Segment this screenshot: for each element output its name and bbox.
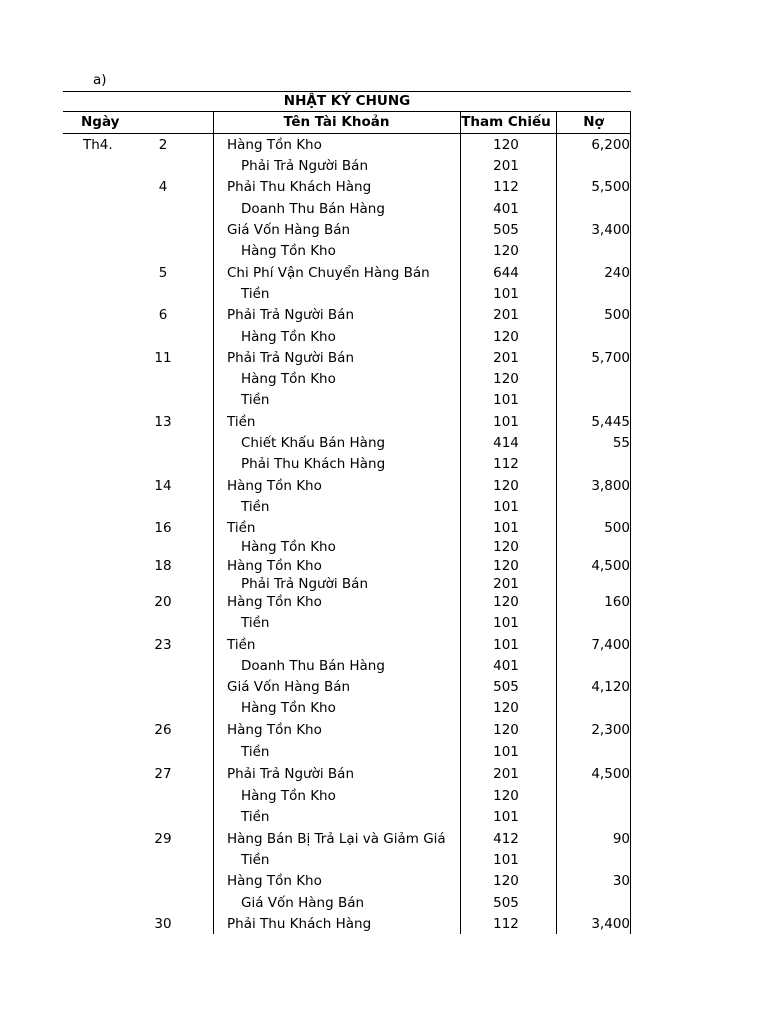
ref-cell: 120 xyxy=(493,722,519,738)
ref-cell: 412 xyxy=(493,831,519,847)
account-cell: Phải Thu Khách Hàng xyxy=(227,916,372,932)
table-row xyxy=(63,538,631,556)
table-row xyxy=(63,721,631,739)
ref-cell: 120 xyxy=(493,329,519,345)
ref-cell: 120 xyxy=(493,558,519,574)
table-row xyxy=(63,787,631,805)
table-row xyxy=(63,328,631,346)
ref-cell: 201 xyxy=(493,158,519,174)
ref-cell: 112 xyxy=(493,456,519,472)
table-row xyxy=(63,872,631,890)
account-cell: Chi Phí Vận Chuyển Hàng Bán xyxy=(227,265,430,281)
account-cell: Hàng Tồn Kho xyxy=(241,243,336,259)
header-ref: Tham Chiếu xyxy=(461,114,551,130)
header-account: Tên Tài Khoản xyxy=(283,114,390,130)
table-row xyxy=(63,519,631,537)
table-row xyxy=(63,370,631,388)
account-cell: Hàng Tồn Kho xyxy=(227,558,322,574)
day-cell: 27 xyxy=(154,766,172,782)
header-bottom-rule xyxy=(63,133,631,134)
title-top-rule xyxy=(63,91,631,92)
journal-title: NHẬT KÝ CHUNG xyxy=(283,93,411,109)
ref-cell: 201 xyxy=(493,576,519,592)
account-cell: Tiền xyxy=(241,615,270,631)
day-cell: 6 xyxy=(158,307,168,323)
ref-cell: 101 xyxy=(493,392,519,408)
account-cell: Hàng Tồn Kho xyxy=(241,788,336,804)
ref-cell: 120 xyxy=(493,478,519,494)
account-cell: Tiền xyxy=(241,286,270,302)
month-label: Th4. xyxy=(83,137,113,153)
account-cell: Giá Vốn Hàng Bán xyxy=(227,679,351,695)
ref-cell: 101 xyxy=(493,499,519,515)
ref-cell: 101 xyxy=(493,852,519,868)
debit-cell: 6,200 xyxy=(591,137,630,153)
table-row xyxy=(63,614,631,632)
account-cell: Tiền xyxy=(227,414,256,430)
account-cell: Chiết Khấu Bán Hàng xyxy=(241,435,386,451)
table-row xyxy=(63,285,631,303)
debit-cell: 5,700 xyxy=(591,350,630,366)
account-cell: Phải Trả Người Bán xyxy=(241,576,369,592)
ref-cell: 120 xyxy=(493,539,519,555)
debit-cell: 2,300 xyxy=(591,722,630,738)
debit-cell: 3,400 xyxy=(591,222,630,238)
day-cell: 2 xyxy=(158,137,168,153)
table-row xyxy=(63,743,631,761)
table-row xyxy=(63,808,631,826)
table-row xyxy=(63,851,631,869)
account-cell: Tiền xyxy=(227,520,256,536)
ref-cell: 101 xyxy=(493,414,519,430)
ref-cell: 201 xyxy=(493,350,519,366)
ref-cell: 120 xyxy=(493,371,519,387)
ref-cell: 120 xyxy=(493,243,519,259)
account-cell: Hàng Tồn Kho xyxy=(241,539,336,555)
account-cell: Doanh Thu Bán Hàng xyxy=(241,658,385,674)
account-cell: Hàng Tồn Kho xyxy=(241,700,336,716)
table-row xyxy=(63,557,631,575)
table-row xyxy=(63,765,631,783)
debit-cell: 30 xyxy=(612,873,630,889)
ref-cell: 112 xyxy=(493,916,519,932)
day-cell: 13 xyxy=(154,414,172,430)
table-row xyxy=(63,657,631,675)
table-row xyxy=(63,678,631,696)
account-cell: Tiền xyxy=(241,392,270,408)
ref-cell: 120 xyxy=(493,700,519,716)
ref-cell: 401 xyxy=(493,658,519,674)
table-row xyxy=(63,477,631,495)
header-date: Ngày xyxy=(81,114,120,130)
ref-cell: 120 xyxy=(493,873,519,889)
ref-cell: 101 xyxy=(493,637,519,653)
header-debit: Nợ xyxy=(583,114,604,130)
table-row xyxy=(63,455,631,473)
account-cell: Hàng Tồn Kho xyxy=(227,594,322,610)
account-cell: Phải Thu Khách Hàng xyxy=(241,456,386,472)
ref-cell: 644 xyxy=(493,265,519,281)
debit-cell: 3,400 xyxy=(591,916,630,932)
account-cell: Phải Trả Người Bán xyxy=(227,350,355,366)
debit-cell: 4,500 xyxy=(591,558,630,574)
ref-cell: 112 xyxy=(493,179,519,195)
debit-cell: 3,800 xyxy=(591,478,630,494)
debit-cell: 4,120 xyxy=(591,679,630,695)
ref-cell: 401 xyxy=(493,201,519,217)
table-row xyxy=(63,264,631,282)
table-row xyxy=(63,391,631,409)
account-cell: Hàng Tồn Kho xyxy=(241,329,336,345)
day-cell: 29 xyxy=(154,831,172,847)
debit-cell: 5,500 xyxy=(591,179,630,195)
account-cell: Hàng Tồn Kho xyxy=(227,137,322,153)
debit-cell: 7,400 xyxy=(591,637,630,653)
account-cell: Tiền xyxy=(241,809,270,825)
table-row xyxy=(63,575,631,593)
day-cell: 4 xyxy=(158,179,168,195)
table-row xyxy=(63,242,631,260)
debit-cell: 55 xyxy=(612,435,630,451)
ref-cell: 120 xyxy=(493,594,519,610)
table-row xyxy=(63,157,631,175)
ref-cell: 101 xyxy=(493,744,519,760)
table-row xyxy=(63,593,631,611)
section-label: a) xyxy=(93,72,107,88)
table-row xyxy=(63,434,631,452)
account-cell: Tiền xyxy=(241,852,270,868)
ref-cell: 505 xyxy=(493,679,519,695)
day-cell: 11 xyxy=(154,350,172,366)
table-row xyxy=(63,894,631,912)
account-cell: Tiền xyxy=(241,744,270,760)
table-row xyxy=(63,830,631,848)
debit-cell: 500 xyxy=(604,307,630,323)
table-row xyxy=(63,349,631,367)
ref-cell: 505 xyxy=(493,222,519,238)
table-row xyxy=(63,699,631,717)
debit-cell: 160 xyxy=(604,594,630,610)
table-row xyxy=(63,498,631,516)
ref-cell: 414 xyxy=(493,435,519,451)
table-row xyxy=(63,221,631,239)
account-cell: Hàng Tồn Kho xyxy=(227,478,322,494)
table-row xyxy=(63,136,631,154)
table-header xyxy=(63,113,631,133)
ref-cell: 201 xyxy=(493,307,519,323)
account-cell: Hàng Bán Bị Trả Lại và Giảm Giá xyxy=(227,831,446,847)
account-cell: Hàng Tồn Kho xyxy=(227,873,322,889)
ref-cell: 101 xyxy=(493,520,519,536)
day-cell: 30 xyxy=(154,916,172,932)
ref-cell: 505 xyxy=(493,895,519,911)
account-cell: Phải Trả Người Bán xyxy=(241,158,369,174)
debit-cell: 4,500 xyxy=(591,766,630,782)
ref-cell: 120 xyxy=(493,137,519,153)
account-cell: Phải Trả Người Bán xyxy=(227,307,355,323)
debit-cell: 240 xyxy=(604,265,630,281)
table-row xyxy=(63,915,631,933)
debit-cell: 90 xyxy=(612,831,630,847)
account-cell: Phải Trả Người Bán xyxy=(227,766,355,782)
ref-cell: 101 xyxy=(493,286,519,302)
day-cell: 18 xyxy=(154,558,172,574)
account-cell: Doanh Thu Bán Hàng xyxy=(241,201,385,217)
account-cell: Tiền xyxy=(227,637,256,653)
ref-cell: 201 xyxy=(493,766,519,782)
day-cell: 20 xyxy=(154,594,172,610)
day-cell: 23 xyxy=(154,637,172,653)
ref-cell: 120 xyxy=(493,788,519,804)
debit-cell: 500 xyxy=(604,520,630,536)
account-cell: Giá Vốn Hàng Bán xyxy=(227,222,351,238)
account-cell: Phải Thu Khách Hàng xyxy=(227,179,372,195)
day-cell: 5 xyxy=(158,265,168,281)
account-cell: Hàng Tồn Kho xyxy=(241,371,336,387)
day-cell: 16 xyxy=(154,520,172,536)
ref-cell: 101 xyxy=(493,809,519,825)
ref-cell: 101 xyxy=(493,615,519,631)
debit-cell: 5,445 xyxy=(591,414,630,430)
day-cell: 26 xyxy=(154,722,172,738)
day-cell: 14 xyxy=(154,478,172,494)
table-row xyxy=(63,636,631,654)
header-top-rule xyxy=(63,111,631,112)
account-cell: Tiền xyxy=(241,499,270,515)
table-row xyxy=(63,178,631,196)
table-row xyxy=(63,306,631,324)
account-cell: Giá Vốn Hàng Bán xyxy=(241,895,365,911)
account-cell: Hàng Tồn Kho xyxy=(227,722,322,738)
table-row xyxy=(63,413,631,431)
table-row xyxy=(63,200,631,218)
